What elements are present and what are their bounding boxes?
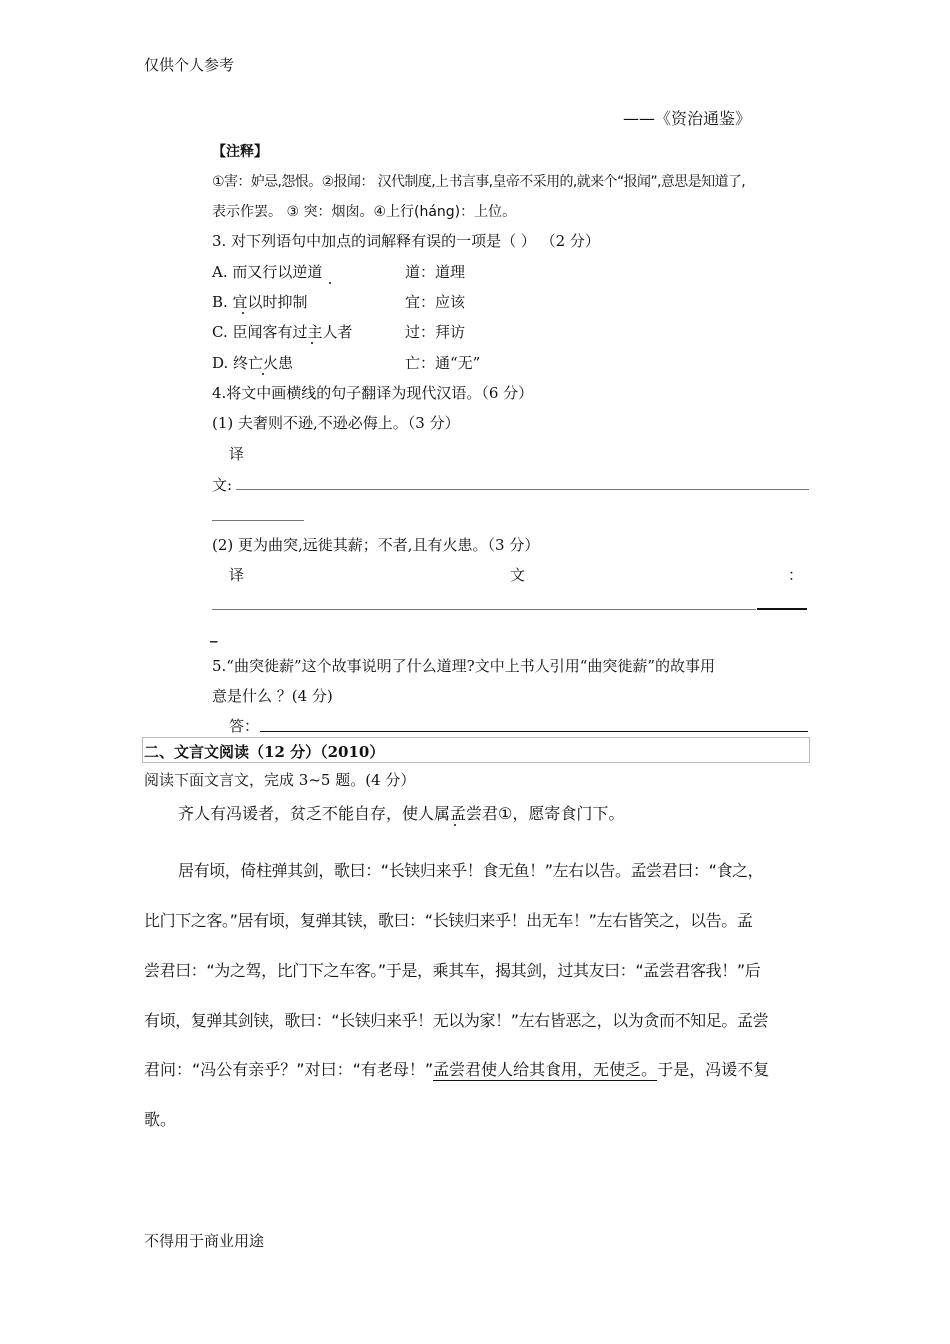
answer-label: 答： [229, 717, 260, 735]
section-2-instruction: 阅读下面文言文，完成 3~5 题。(4 分） [144, 771, 416, 789]
question-4-sentence-1: (1) 夫奢则不逊,不逊必侮上。（3 分） [212, 414, 460, 432]
notes-line-1: ①害：妒忌,怨恨。②报闻： 汉代制度,上书言事,皇帝不采用的,就来个“报闻”,意思是知道了, [212, 174, 746, 190]
passage-paragraph-1: 齐人有冯谖者，贫乏不能自存，使人属孟尝君①，愿寄食门下。 [178, 804, 625, 823]
question-3-gloss-a: 道：道理 [405, 263, 466, 281]
answer-line-thick[interactable] [757, 608, 807, 610]
passage-underlined-sentence: 孟尝君使人给其食用，无使乏。 [433, 1060, 658, 1079]
question-3-option-a: A. 而又行以逆道 [212, 263, 323, 281]
question-3-gloss-d: 亡：通“无” [405, 354, 481, 372]
question-5-line-2: 意是什么 ？(4 分) [212, 687, 333, 705]
section-2-title: 二、文言文阅读（12 分）（2010） [144, 743, 385, 761]
passage-line-3: 尝君曰：“为之驾，比门下之车客。”于是，乘其车，揭其剑，过其友曰：“孟尝君客我！”后 [144, 961, 761, 980]
footer-note: 不得用于商业用途 [144, 1232, 265, 1250]
emphasis-dot [311, 342, 313, 344]
passage-line-5-end: 于是，冯谖不复 [657, 1060, 770, 1079]
emphasis-dot [242, 312, 244, 314]
answer-line[interactable] [260, 731, 808, 732]
answer-line[interactable] [212, 520, 304, 521]
translation-label-2a: 译 [229, 566, 245, 584]
question-3-gloss-c: 过：拜访 [405, 323, 466, 341]
answer-line[interactable] [212, 609, 756, 610]
translation-label-1b: 文: [212, 476, 233, 494]
question-3-gloss-b: 宜：应该 [405, 293, 466, 311]
passage-line-2: 比门下之客。”居有顷，复弹其铗，歌曰：“长铗归来乎！出无车！”左右皆笑之，以告。孟 [144, 911, 753, 930]
translation-label-2c: ： [788, 566, 804, 584]
answer-line[interactable] [236, 489, 809, 490]
emphasis-dot [329, 282, 331, 284]
question-3-option-d: D. 终亡火患 [212, 354, 294, 372]
translation-label-2b: 文 [510, 566, 526, 584]
emphasis-dot [454, 824, 456, 826]
question-5-line-1: 5.“曲突徙薪”这个故事说明了什么道理?文中上书人引用“曲突徙薪”的故事用 [212, 657, 716, 675]
passage-line-1: 居有顷，倚柱弹其剑，歌曰：“长铗归来乎！食无鱼！”左右以告。孟尝君曰：“食之， [178, 861, 764, 880]
passage-line-6: 歌。 [144, 1110, 177, 1129]
passage-line-5 [144, 1057, 769, 1080]
header-note: 仅供个人参考 [144, 56, 235, 74]
question-3-option-b: B. 宜以时抑制 [212, 293, 308, 311]
source-citation: ——《资治通鉴》 [623, 109, 752, 128]
translation-label-1a: 译 [229, 445, 245, 463]
notes-title: 【注释】 [212, 144, 268, 160]
question-4-stem: 4.将文中画横线的句子翻译为现代汉语。（6 分） [212, 384, 534, 402]
emphasis-dot [262, 373, 264, 375]
notes-line-2: 表示作罢。 ③ 突：烟囱。④上行(háng)：上位。 [212, 204, 517, 220]
passage-line-5-start: 君问：“冯公有亲乎？”对曰：“有老母！” [144, 1060, 434, 1079]
answer-line-trail: _ [210, 625, 218, 643]
passage-line-4: 有顷，复弹其剑铗，歌曰：“长铗归来乎！无以为家！”左右皆恶之，以为贪而不知足。孟尝 [144, 1011, 769, 1030]
question-4-sentence-2: (2) 更为曲突,远徙其薪；不者,且有火患。（3 分） [212, 536, 540, 554]
question-3-option-c: C. 臣闻客有过主人者 [212, 323, 353, 341]
question-3-stem: 3. 对下列语句中加点的词解释有误的一项是（ ） （2 分） [212, 232, 600, 250]
